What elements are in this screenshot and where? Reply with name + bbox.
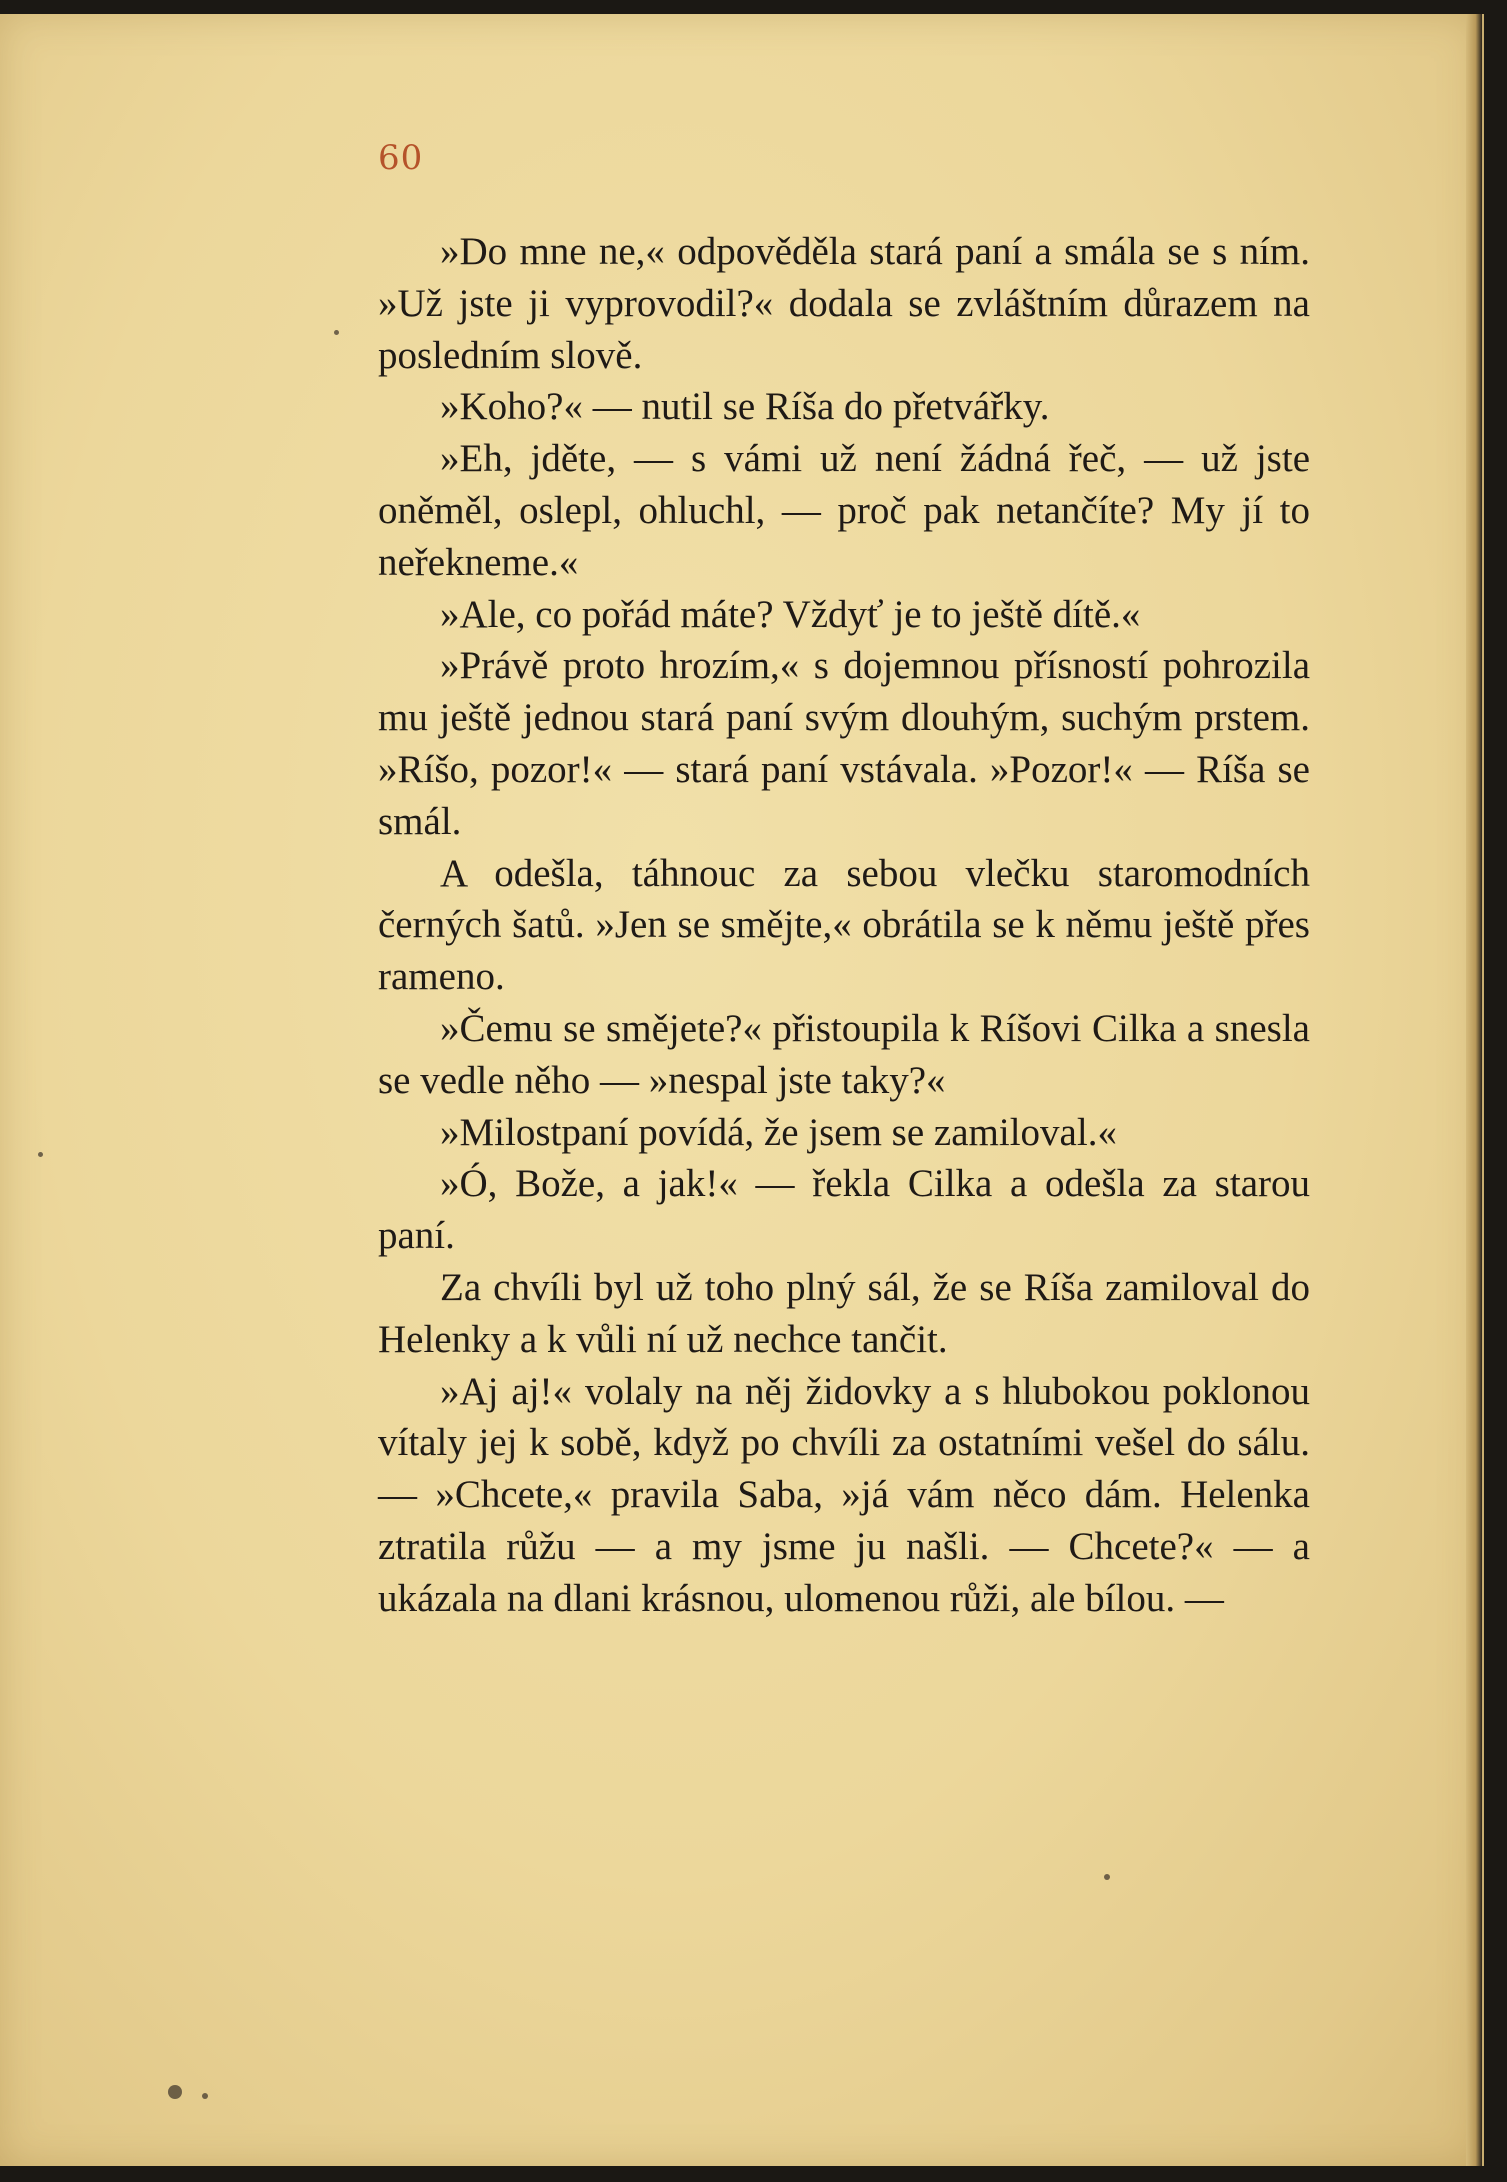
page-edge <box>1466 14 1482 2166</box>
paragraph: »Do mne ne,« odpověděla stará paní a smála se s ním. »Už jste ji vyprovodil?« dodala se zvláštním důrazem na posledním slově. <box>378 230 1310 377</box>
paragraph: Za chvíli byl už toho plný sál, že se Ríša zamiloval do Helenky a k vůli ní už nechce tančit. <box>378 1265 1310 1361</box>
page-number: 60 <box>378 138 424 178</box>
paper-speck <box>202 2093 208 2099</box>
paragraph: »Ale, co pořád máte? Vždyť je to ještě dítě.« <box>440 592 1141 636</box>
paragraph: A odešla, táhnouc za sebou vlečku staromodních černých šatů. »Jen se smějte,« obrátila se k němu ještě přes rameno. <box>378 851 1310 999</box>
paragraph: »Ó, Bože, a jak!« — řekla Cilka a odešla za starou paní. <box>378 1162 1310 1258</box>
paragraph: »Aj aj!« volaly na něj židovky a s hlubokou poklonou vítaly jej k sobě, když po chvíli za ostatními vešel do sálu. — »Chcete,« pravila Saba, »já vám něco dám. Helenka ztratila růžu — a my jsme ju našli. — Chcete?« — a ukázala na dlani krásnou, ulomenou růži, ale bílou. — <box>378 1369 1310 1620</box>
paragraph: »Právě proto hrozím,« s dojemnou přísností pohrozila mu ještě jednou stará paní svým dlouhým, suchým prstem. »Ríšo, pozor!« — stará paní vstávala. »Pozor!« — Ríša se smál. <box>378 644 1310 843</box>
paper-speck <box>334 330 339 335</box>
body-text <box>378 226 1310 1625</box>
paragraph: »Koho?« — nutil se Ríša do přetvářky. <box>440 385 1050 429</box>
paragraph: »Milostpaní povídá, že jsem se zamiloval.« <box>440 1110 1117 1154</box>
paper-speck <box>1104 1874 1110 1880</box>
paper-speck <box>168 2085 182 2099</box>
paragraph: »Eh, jděte, — s vámi už není žádná řeč, — už jste oněměl, oslepl, ohluchl, — proč pak netančíte? My jí to neřekneme.« <box>378 437 1310 584</box>
paragraph: »Čemu se smějete?« přistoupila k Ríšovi Cilka a snesla se vedle něho — »nespal jste taky?« <box>378 1006 1310 1102</box>
paper-speck <box>38 1152 43 1157</box>
